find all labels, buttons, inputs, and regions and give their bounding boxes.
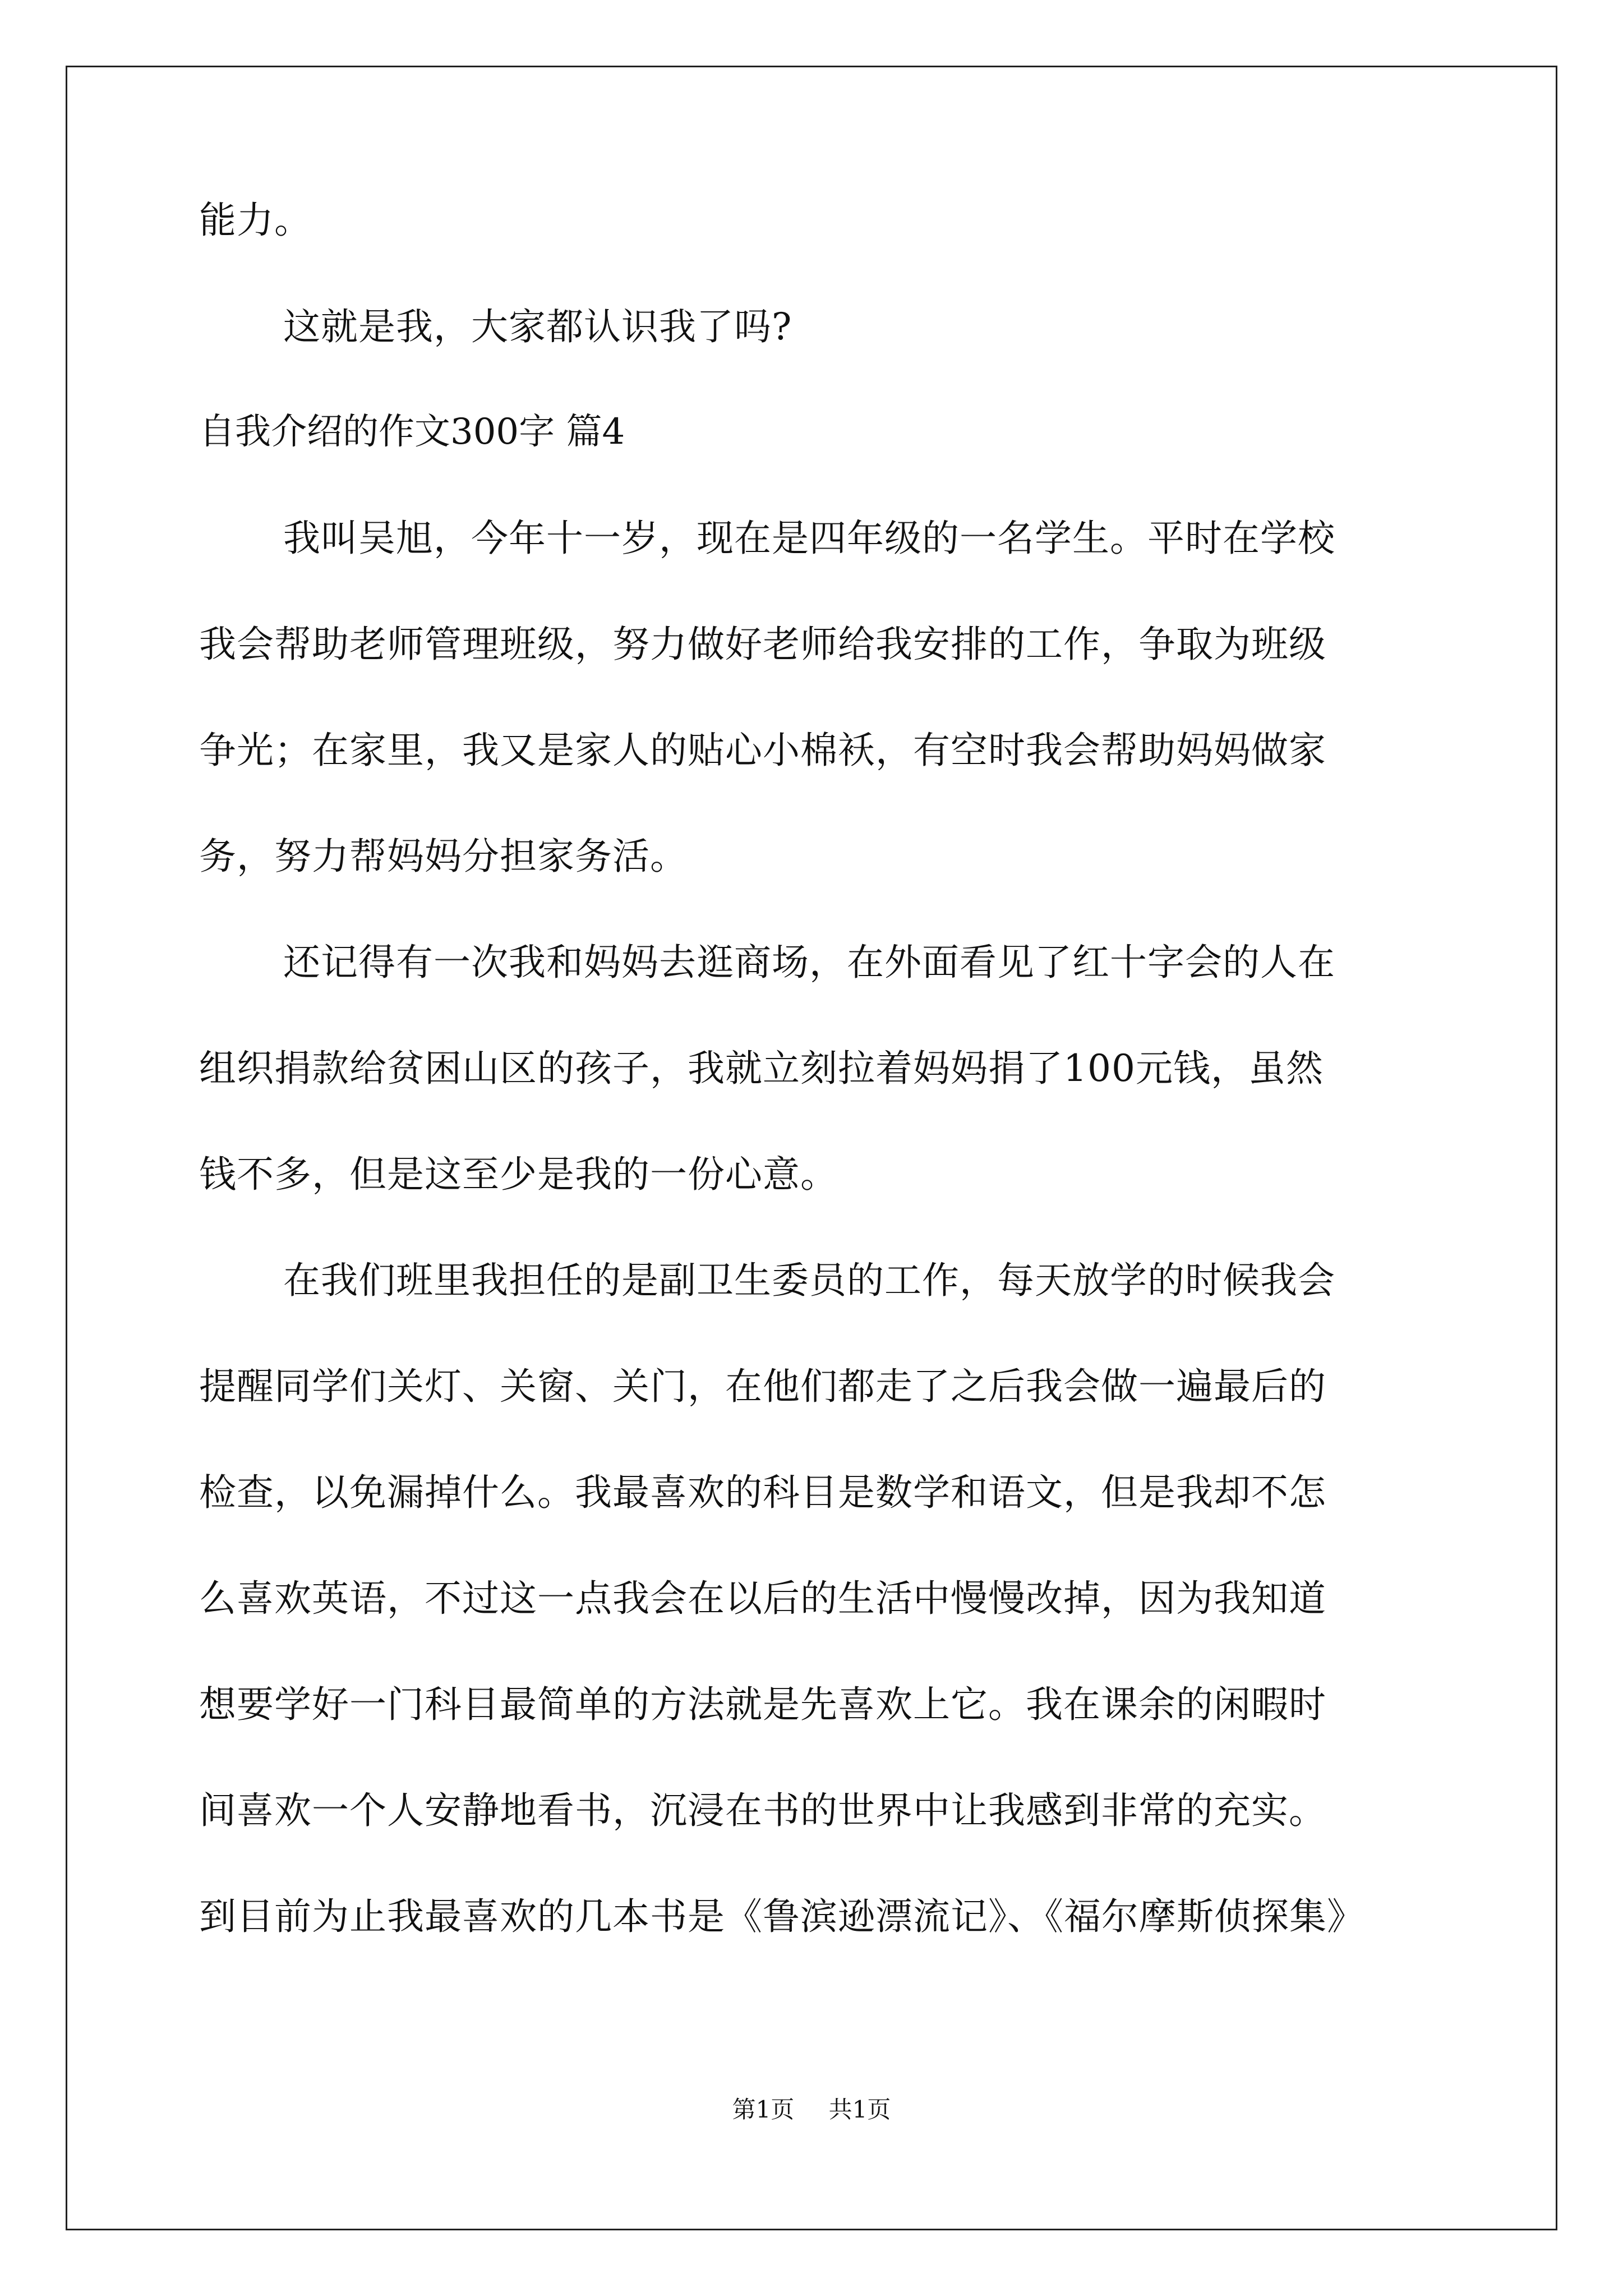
text-line: 组织捐款给贫困山区的孩子，我就立刻拉着妈妈捐了100元钱，虽然: [199, 1047, 1324, 1090]
text-line: 还记得有一次我和妈妈去逛商场，在外面看见了红十字会的人在: [283, 941, 1335, 984]
section-heading: 自我介绍的作文300字 篇4: [199, 411, 625, 453]
text-line: 钱不多，但是这至少是我的一份心意。: [199, 1153, 838, 1196]
text-line: 检查，以免漏掉什么。我最喜欢的科目是数学和语文，但是我却不怎: [199, 1471, 1326, 1514]
text-line: 争光；在家里，我又是家人的贴心小棉袄，有空时我会帮助妈妈做家: [199, 729, 1326, 772]
text-line: 务，努力帮妈妈分担家务活。: [199, 835, 688, 878]
text-line: 间喜欢一个人安静地看书，沉浸在书的世界中让我感到非常的充实。: [199, 1789, 1326, 1832]
text-line: 能力。: [199, 199, 312, 242]
page-footer: [0, 2098, 1623, 2122]
text-line: 我叫吴旭，今年十一岁，现在是四年级的一名学生。平时在学校: [283, 517, 1335, 560]
text-line: 提醒同学们关灯、关窗、关门，在他们都走了之后我会做一遍最后的: [199, 1365, 1326, 1408]
page-number-current: 第1页: [732, 2096, 795, 2123]
text-line: 到目前为止我最喜欢的几本书是《鲁滨逊漂流记》、《福尔摩斯侦探集》: [199, 1895, 1364, 1938]
text-line: 在我们班里我担任的是副卫生委员的工作，每天放学的时候我会: [283, 1259, 1335, 1302]
text-line: 么喜欢英语，不过这一点我会在以后的生活中慢慢改掉，因为我知道: [199, 1577, 1326, 1620]
text-line: 这就是我，大家都认识我了吗?: [283, 305, 792, 348]
text-line: 想要学好一门科目最简单的方法就是先喜欢上它。我在课余的闲暇时: [199, 1683, 1326, 1726]
page-number-total: 共1页: [828, 2096, 891, 2123]
text-line: 我会帮助老师管理班级，努力做好老师给我安排的工作，争取为班级: [199, 623, 1326, 666]
